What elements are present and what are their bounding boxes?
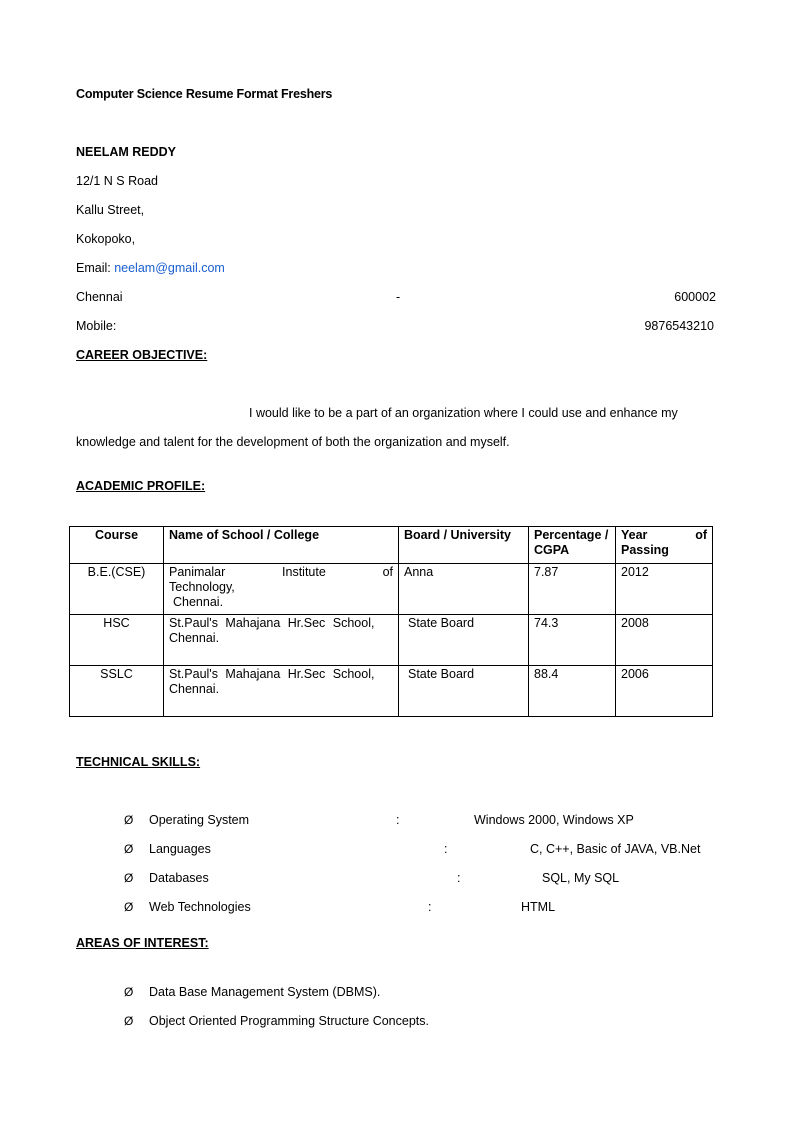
skill-label: Databases xyxy=(149,871,209,885)
cell-course: HSC xyxy=(70,615,164,666)
email-link[interactable]: neelam@gmail.com xyxy=(114,261,225,275)
career-objective-line-2: knowledge and talent for the development of both the organization and myself. xyxy=(76,435,510,449)
header-year xyxy=(616,527,713,564)
academic-table xyxy=(69,526,713,717)
candidate-name: NEELAM REDDY xyxy=(76,145,177,159)
mobile-label: Mobile: xyxy=(76,319,117,333)
school-word: of xyxy=(382,565,393,579)
skill-label: Operating System xyxy=(149,813,250,827)
school-name: St.Paul's Mahajana Hr.Sec School, xyxy=(169,616,375,630)
header-school: Name of School / College xyxy=(164,527,399,564)
header-board: Board / University xyxy=(399,527,529,564)
academic-profile-heading: ACADEMIC PROFILE: xyxy=(76,479,206,493)
school-city: Chennai. xyxy=(173,595,224,609)
skill-colon: : xyxy=(457,871,461,885)
header-passing-word: Passing xyxy=(621,543,669,557)
table-header-row xyxy=(70,527,713,564)
cell-course: B.E.(CSE) xyxy=(70,564,164,615)
technical-skills-heading: TECHNICAL SKILLS: xyxy=(76,755,201,769)
header-percentage: Percentage / CGPA xyxy=(529,527,616,564)
cell-percentage: 74.3 xyxy=(529,615,616,666)
header-of-word: of xyxy=(695,528,707,542)
areas-of-interest-heading: AREAS OF INTEREST: xyxy=(76,936,209,950)
skill-value: HTML xyxy=(521,900,556,914)
skill-value: Windows 2000, Windows XP xyxy=(474,813,634,827)
bullet-icon: Ø xyxy=(124,900,134,914)
school-word: Technology, xyxy=(169,580,235,594)
cell-board: Anna xyxy=(399,564,529,615)
school-city: Chennai. xyxy=(169,682,220,696)
skill-label: Web Technologies xyxy=(149,900,251,914)
address-line-1: 12/1 N S Road xyxy=(76,174,158,188)
address-line-3: Kokopoko, xyxy=(76,232,136,246)
bullet-icon: Ø xyxy=(124,985,134,999)
cell-year: 2006 xyxy=(616,666,713,717)
city-label: Chennai xyxy=(76,290,123,304)
cell-school xyxy=(164,666,399,717)
school-word: Panimalar xyxy=(169,565,226,579)
school-word: Institute xyxy=(282,565,326,579)
skill-value: C, C++, Basic of JAVA, VB.Net xyxy=(530,842,701,856)
city-separator: - xyxy=(396,290,401,304)
skill-colon: : xyxy=(444,842,448,856)
cell-course: SSLC xyxy=(70,666,164,717)
cell-board: State Board xyxy=(399,666,529,717)
career-objective-heading: CAREER OBJECTIVE: xyxy=(76,348,208,362)
cell-school xyxy=(164,615,399,666)
cell-year: 2008 xyxy=(616,615,713,666)
email-label: Email: xyxy=(76,261,115,275)
cell-percentage: 88.4 xyxy=(529,666,616,717)
school-city: Chennai. xyxy=(169,631,220,645)
skill-label: Languages xyxy=(149,842,211,856)
bullet-icon: Ø xyxy=(124,871,134,885)
cell-board: State Board xyxy=(399,615,529,666)
address-line-2: Kallu Street, xyxy=(76,203,145,217)
skill-colon: : xyxy=(396,813,400,827)
table-row xyxy=(70,564,713,615)
cell-school xyxy=(164,564,399,615)
skill-colon: : xyxy=(428,900,432,914)
bullet-icon: Ø xyxy=(124,1014,134,1028)
pin-code: 600002 xyxy=(674,290,716,304)
header-course: Course xyxy=(70,527,164,564)
cell-percentage: 7.87 xyxy=(529,564,616,615)
bullet-icon: Ø xyxy=(124,842,134,856)
skill-value: SQL, My SQL xyxy=(542,871,620,885)
interest-item: Object Oriented Programming Structure Concepts. xyxy=(149,1014,429,1028)
bullet-icon: Ø xyxy=(124,813,134,827)
cell-year: 2012 xyxy=(616,564,713,615)
header-year-word: Year xyxy=(621,528,648,542)
document-title: Computer Science Resume Format Freshers xyxy=(76,87,333,101)
mobile-number: 9876543210 xyxy=(644,319,714,333)
email-line xyxy=(76,261,225,276)
school-name: St.Paul's Mahajana Hr.Sec School, xyxy=(169,667,375,681)
table-row xyxy=(70,615,713,666)
interest-item: Data Base Management System (DBMS). xyxy=(149,985,381,999)
table-row xyxy=(70,666,713,717)
career-objective-line-1: I would like to be a part of an organization where I could use and enhance my xyxy=(249,406,678,420)
